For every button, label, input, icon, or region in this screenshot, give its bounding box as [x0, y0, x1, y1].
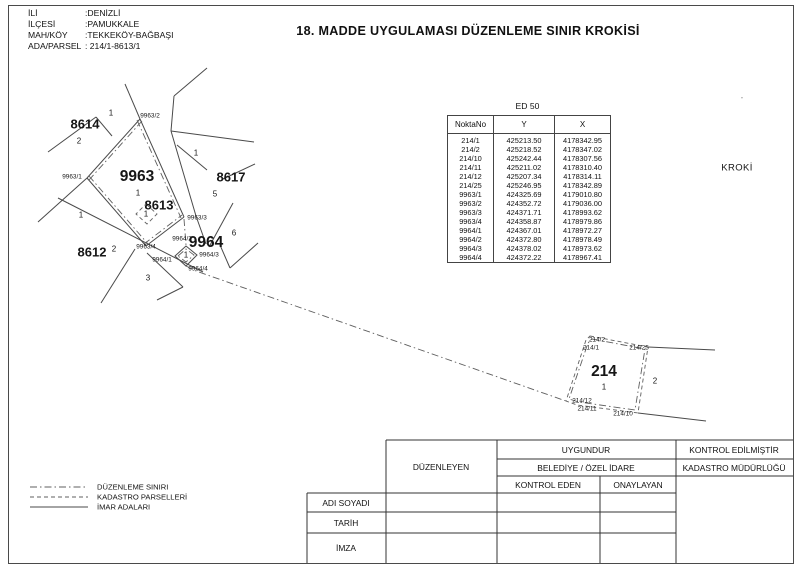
coord-table-body — [448, 134, 611, 263]
info-value: :DENİZLİ — [85, 8, 121, 18]
point-label-9963-1: 9963/1 — [62, 173, 82, 181]
info-value: :TEKKEKÖY-BAĞBAŞI — [85, 30, 174, 40]
point-label-9964-1: 9964/1 — [152, 256, 172, 264]
cell-belediye-ozel-idare: BELEDİYE / ÖZEL İDARE — [537, 463, 635, 473]
subparcel-2-of-8614: 2 — [76, 136, 82, 146]
table-row: 9964/3 424378.02 4178973.62 — [448, 244, 611, 253]
col-x: X — [555, 116, 611, 134]
cell-onaylayan: ONAYLAYAN — [613, 480, 663, 490]
cell-adi-soyadi: ADI SOYADI — [322, 498, 370, 508]
parcel-label-8617: 8617 — [216, 169, 246, 185]
legend-label-dashed: KADASTRO PARSELLERİ — [97, 492, 188, 502]
subparcel-1-of-8614: 1 — [108, 108, 114, 118]
table-row: 214/10 425242.44 4178307.56 — [448, 154, 611, 163]
coord-table — [447, 115, 611, 263]
coord-table-title: ED 50 — [515, 101, 540, 111]
table-row: 9964/2 424372.80 4178978.49 — [448, 235, 611, 244]
point-label-9963-3: 9963/3 — [187, 214, 207, 222]
point-label-214-25: 214/25 — [629, 344, 649, 352]
parcel-label-8612: 8612 — [77, 244, 107, 260]
stray-mark: ' — [741, 96, 743, 104]
info-value: :PAMUKKALE — [85, 19, 140, 29]
parcel-label-8613: 8613 — [144, 197, 174, 213]
col-noktano: NoktaNo — [448, 116, 494, 134]
subparcel-3-of-8612: 3 — [145, 273, 151, 283]
point-label-9964-4: 9964/4 — [188, 265, 208, 273]
point-label-214-11: 214/11 — [577, 405, 597, 413]
table-row: 9963/4 424358.87 4178979.86 — [448, 217, 611, 226]
subparcel-2-of-214: 2 — [652, 376, 658, 386]
cell-uygundur: UYGUNDUR — [561, 445, 611, 455]
imar-adalari-lines — [30, 68, 715, 507]
subparcel-1-of-8617: 1 — [193, 148, 199, 158]
info-value: : 214/1-8613/1 — [85, 41, 141, 51]
cell-kontrol-eden: KONTROL EDEN — [515, 480, 581, 490]
table-row: 214/25 425246.95 4178342.89 — [448, 181, 611, 190]
parcel-label-9963: 9963 — [119, 168, 155, 185]
subparcel-2-of-8612: 2 — [111, 244, 117, 254]
info-label: İLİ — [28, 8, 38, 18]
cell-duzenleyen: DÜZENLEYEN — [412, 462, 470, 472]
location-info-row — [28, 19, 174, 30]
subparcel-1-of-214: 1 — [601, 382, 607, 392]
cell-tarih: TARİH — [333, 518, 359, 528]
point-label-9963-2: 9963/2 — [140, 112, 160, 120]
point-label-214-2: 214/2 — [589, 336, 605, 344]
kroki-label: KROKİ — [721, 162, 753, 174]
info-label: İLÇESİ — [28, 19, 56, 29]
location-info-row — [28, 8, 174, 19]
point-label-214-12: 214/12 — [572, 397, 592, 405]
cell-kontrol-edilmistir: KONTROL EDİLMİŞTİR — [689, 445, 779, 455]
cell-kadastro-mudurlugu: KADASTRO MÜDÜRLÜĞÜ — [682, 463, 786, 473]
location-info-row — [28, 30, 174, 41]
subparcel-1-of-8612: 1 — [78, 210, 84, 220]
table-row: 9963/3 424371.71 4178993.62 — [448, 208, 611, 217]
info-label: MAH/KÖY — [28, 30, 68, 40]
table-row: 9964/4 424372.22 4178967.41 — [448, 253, 611, 263]
subparcel-1-of-9964: 1 — [183, 250, 189, 260]
point-label-9964-2: 9964/2 — [172, 235, 192, 243]
subparcel-1-of-8613: 1 — [143, 209, 149, 219]
subparcel-5-of-8617: 5 — [212, 189, 218, 199]
location-info — [28, 8, 174, 52]
subparcel-1-of-9963: 1 — [135, 188, 141, 198]
table-row: 9964/1 424367.01 4178972.27 — [448, 226, 611, 235]
legend-label-solid: İMAR ADALARI — [97, 502, 151, 512]
table-row: 214/2 425218.52 4178347.02 — [448, 145, 611, 154]
point-label-214-1: 214/1 — [583, 344, 599, 352]
table-row: 9963/2 424352.72 4179036.00 — [448, 199, 611, 208]
point-label-9964-3: 9964/3 — [199, 251, 219, 259]
legend-label-dashdot: DÜZENLEME SINIRI — [97, 482, 169, 492]
approval-table-grid — [307, 440, 793, 563]
cell-imza: İMZA — [335, 543, 357, 553]
table-row: 214/11 425211.02 4178310.40 — [448, 163, 611, 172]
table-row: 214/12 425207.34 4178314.11 — [448, 172, 611, 181]
page-title: 18. MADDE UYGULAMASI DÜZENLEME SINIR KROKİSİ — [296, 24, 640, 38]
info-label: ADA/PARSEL — [28, 41, 82, 51]
coord-table-header-row — [448, 116, 611, 134]
parcel-label-8614: 8614 — [70, 116, 100, 132]
point-label-214-10: 214/10 — [613, 410, 633, 418]
col-y: Y — [494, 116, 555, 134]
parcel-label-9964: 9964 — [188, 234, 224, 251]
parcel-label-214: 214 — [591, 363, 617, 380]
table-row: 214/1 425213.50 4178342.95 — [448, 134, 611, 146]
subparcel-6-of-8617: 6 — [231, 228, 237, 238]
table-row: 9963/1 424325.69 4179010.80 — [448, 190, 611, 199]
location-info-row — [28, 41, 174, 52]
point-label-9963-4: 9963/4 — [136, 243, 156, 251]
